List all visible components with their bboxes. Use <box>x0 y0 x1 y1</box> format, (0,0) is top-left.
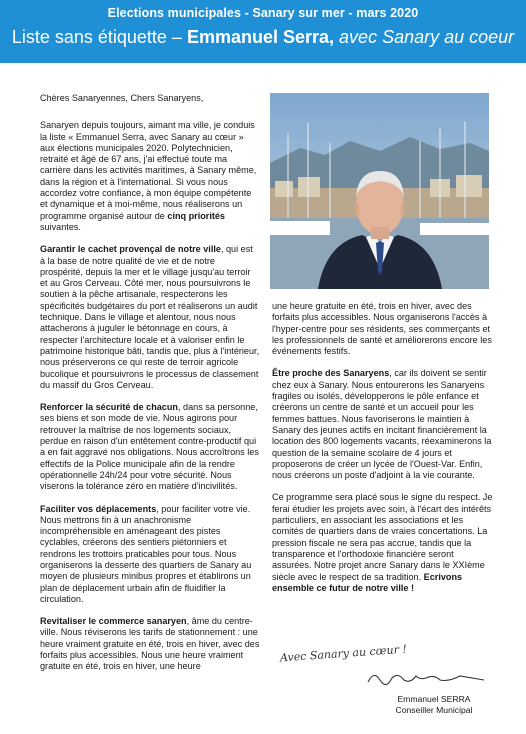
slogan: avec Sanary au coeur <box>339 27 515 47</box>
priority-3 <box>40 504 260 606</box>
header-prefix: Liste sans étiquette – <box>11 27 187 47</box>
right-column <box>272 301 494 605</box>
candidate-name: Emmanuel Serra, <box>186 27 335 47</box>
closing-text: Ce programme sera placé sous le signe du respect. Je ferai étudier les projets avec soin, à l'écart des intérêts particuliers, en associant les associations et les comités de quartiers dans de vraies concertations. La pression fiscale ne sera pas accrue, tandis que la transparence et l'orthodoxie financière seront assurées. Notre projet ancre Sanary dans le XXIème siècle avec le respect de sa tradition. <box>272 492 493 582</box>
closing-paragraph <box>272 492 494 594</box>
priority-4-continued: une heure gratuite en été, trois en hiver, avec des forfaits plus accessibles. Nous organiserons l'accès à l'hyper-centre pour ses résidents, ses commerçants et les professionnels de santé et améliorerons encore les événements festifs. <box>272 301 492 357</box>
priority-4-text: , âme du centre-ville. Nous réviserons les tarifs de stationnement : une heure vraiment gratuite en été, trois en hiver, avec des forfaits plus accessibles. Nous une heure vraiment gratuite en été, trois en hiver, une heure <box>40 616 260 672</box>
candidate-photo <box>270 93 489 289</box>
signatory <box>378 694 490 715</box>
signature-block <box>270 636 494 688</box>
header-line-2 <box>0 27 526 48</box>
priority-2-text: , dans sa personne, ses biens et son mode de vie. Nous agirons pour retrouver la maîtrise de nos logements sociaux, perdue en raison d'un entêtement contre-productif qui a en fait aggravé nos obligations. Nous accroîtrons les effectifs de la Police municipale afin de la rendre opérationnelle 24h/24 pour votre sécurité. Nous viserons la tolérance zéro en matière d'incivilités. <box>40 402 259 492</box>
priority-3-title: Faciliter vos déplacements <box>40 503 157 514</box>
priority-2-title: Renforcer la sécurité de chacun <box>40 402 178 413</box>
left-column <box>40 93 260 684</box>
handwritten-note: Avec Sanary au cœur ! <box>279 642 408 665</box>
signatory-name: Emmanuel SERRA <box>397 694 471 704</box>
priority-1-title: Garantir le cachet provençal de notre ville <box>40 244 221 255</box>
header-line-1: Elections municipales - Sanary sur mer - mars 2020 <box>107 6 419 20</box>
priority-1-text: , qui est à la base de notre qualité de vie et de notre prospérité, depuis la mer et le village jusqu'au terroir et au Gros Cerveau. Côté mer, nous poursuivrons le soutien à la pêche artisanale, respecterons les spécificités budgétaires du port et réaliserons un audit technique. Dans le village et alentour, nous nous attacherons à juguler le bétonnage en cours, à respecter l'architecture locale et à valoriser enfin le patrimoine historique bâti, tandis que, plus à l'intérieur, nous préserverons ce qui reste de terroir agricole bucolique et poursuivrons le processus de classement du massif du Gros Cerveau. <box>40 244 260 390</box>
intro-end: suivantes. <box>40 221 81 232</box>
priority-4-title: Revitaliser le commerce sanaryen <box>40 616 187 627</box>
priority-1 <box>40 244 260 391</box>
priority-5 <box>272 368 494 481</box>
header-banner <box>0 0 526 63</box>
signatory-role: Conseiller Municipal <box>395 704 473 715</box>
salutation: Chères Sanaryennes, Chers Sanaryens, <box>40 93 204 103</box>
priority-3-text: , pour faciliter votre vie. Nous mettrons fin à un anachronisme incompréhensible en aménageant des pistes cyclables, créerons des sentiers piétonniers et rendrons les trottoirs praticables pour tous. Nous organiserons la desserte des quartiers de Sanary au moyen de plusieurs minibus propres et établirons un plan de déplacement urbain afin de fluidifier la circulation. <box>40 503 252 604</box>
portrait-illustration <box>270 93 489 289</box>
priority-4 <box>40 616 260 672</box>
intro-text: Sanaryen depuis toujours, aimant ma ville, je conduis la liste « Emmanuel Serra, avec Sanary au cœur » aux élections municipales 2020. Polytechnicien, retraité et âgé de 67 ans, j'ai effectué toute ma carrière dans les activités maritimes, à Sanary même, dans la région et à l'international. Si vous nous accordez votre confiance, à mon équipe compétente et dynamique et à moi-même, nous réaliserons un programme organisé autour de <box>40 120 257 221</box>
handwritten-signature <box>270 636 494 688</box>
intro-paragraph <box>40 120 260 233</box>
priority-5-text: , car ils doivent se sentir chez eux à Sanary. Nous entourerons les Sanaryens fragiles ou isolés, développerons le pôle enfance et créerons un centre de santé et un accueil pour les femmes battues. Nous favoriserons le maintien à Sanary des jeunes actifs en incitant financièrement la location des 800 logements vacants, réexaminerons la question de la semaine scolaire de 4 jours et proposerons de créer un lycée de l'Ouest-Var. Enfin, nous créerons un poste d'adjoint à la vie courante. <box>272 368 492 481</box>
closing-bold: Ecrivons ensemble ce futur de notre ville ! <box>272 571 463 593</box>
intro-bold: cinq priorités <box>167 210 225 221</box>
priority-2 <box>40 402 260 492</box>
priority-5-title: Être proche des Sanaryens <box>272 368 390 379</box>
